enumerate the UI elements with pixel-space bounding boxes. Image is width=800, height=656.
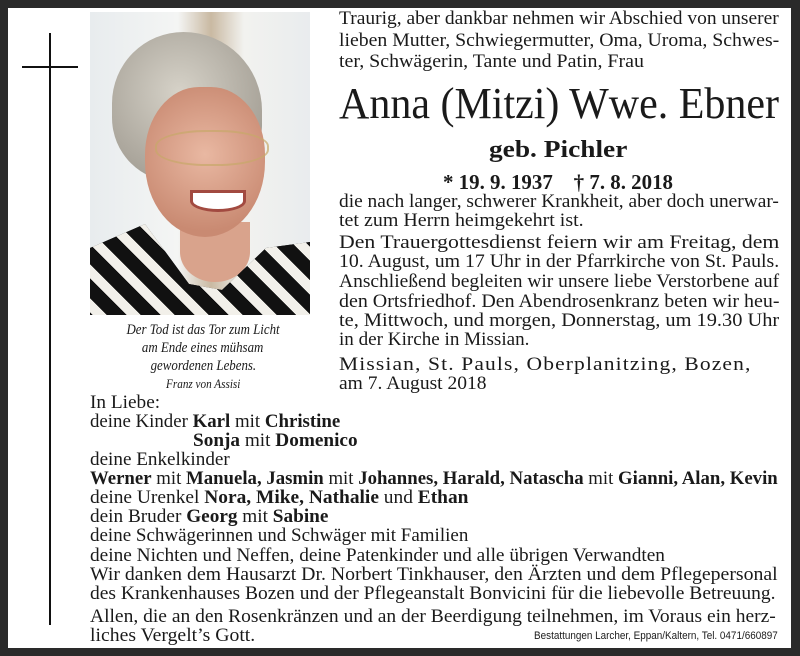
cross-icon-bar [22, 66, 78, 68]
family-children: deine Kinder Karl mit Christine [90, 411, 341, 432]
quote-line: Der Tod ist das Tor zum Licht [126, 322, 280, 338]
body-line: die nach langer, schwerer Krankheit, aber doch unerwar- [339, 191, 779, 212]
place-line: am 7. August 2018 [339, 373, 487, 394]
undertaker-credit: Bestattungen Larcher, Eppan/Kaltern, Tel. 0471/660897 [534, 630, 778, 642]
quote-line: am Ende eines mühsam [142, 340, 264, 356]
family-brother: dein Bruder Georg mit Sabine [90, 506, 329, 527]
family-relatives: deine Nichten und Neffen, deine Patenkinder und alle übrigen Verwandten [90, 545, 665, 566]
intro-line: Traurig, aber dankbar nehmen wir Abschied von unserer [339, 8, 779, 29]
body-line: den Ortsfriedhof. Den Abendrosenkranz beten wir heu- [339, 291, 780, 312]
body-line: tet zum Herrn heimgekehrt ist. [339, 210, 584, 231]
family-grandchildren-label: deine Enkelkinder [90, 449, 230, 470]
place-line: Missian, St. Pauls, Oberplanitzing, Bozen, [339, 354, 752, 375]
family-children: Sonja mit Domenico [193, 430, 358, 451]
cross-icon [49, 33, 51, 625]
closing-line: Allen, die an den Rosenkränzen und an der Beerdigung teilnehmen, im Voraus ein herz- [90, 606, 776, 627]
family-in-laws: deine Schwägerinnen und Schwäger mit Familien [90, 525, 469, 546]
family-great-grandchildren: deine Urenkel Nora, Mike, Nathalie und Ethan [90, 487, 469, 508]
deceased-name: Anna (Mitzi) Wwe. Ebner [339, 79, 780, 128]
body-line: Den Trauergottesdienst feiern wir am Freitag, dem [339, 232, 780, 253]
thanks-line: Wir danken dem Hausarzt Dr. Norbert Tinkhauser, den Ärzten und dem Pflegepersonal [90, 564, 778, 585]
body-line: Anschließend begleiten wir unsere liebe Verstorbene auf [339, 271, 780, 292]
maiden-name: geb. Pichler [489, 137, 628, 163]
closing-line: liches Vergelt’s Gott. [90, 625, 256, 646]
in-liebe: In Liebe: [90, 392, 161, 413]
life-dates: * 19. 9. 1937 † 7. 8. 2018 [443, 170, 673, 194]
intro-line: lieben Mutter, Schwiegermutter, Oma, Uroma, Schwes- [339, 30, 780, 51]
intro-line: ter, Schwägerin, Tante und Patin, Frau [339, 51, 644, 72]
thanks-line: des Krankenhauses Bozen und der Pflegeanstalt Bonvicini für die liebevolle Betreuung. [90, 583, 776, 604]
quote-author: Franz von Assisi [165, 376, 241, 391]
quote-line: gewordenen Lebens. [150, 358, 256, 374]
body-line: te, Mittwoch, und morgen, Donnerstag, um 19.30 Uhr [339, 310, 780, 331]
portrait-photo [90, 12, 310, 315]
body-line: 10. August, um 17 Uhr in der Pfarrkirche von St. Pauls. [339, 251, 780, 272]
family-grandchildren: Werner mit Manuela, Jasmin mit Johannes, Harald, Natascha mit Gianni, Alan, Kevin [90, 468, 778, 489]
body-line: in der Kirche in Missian. [339, 329, 530, 350]
